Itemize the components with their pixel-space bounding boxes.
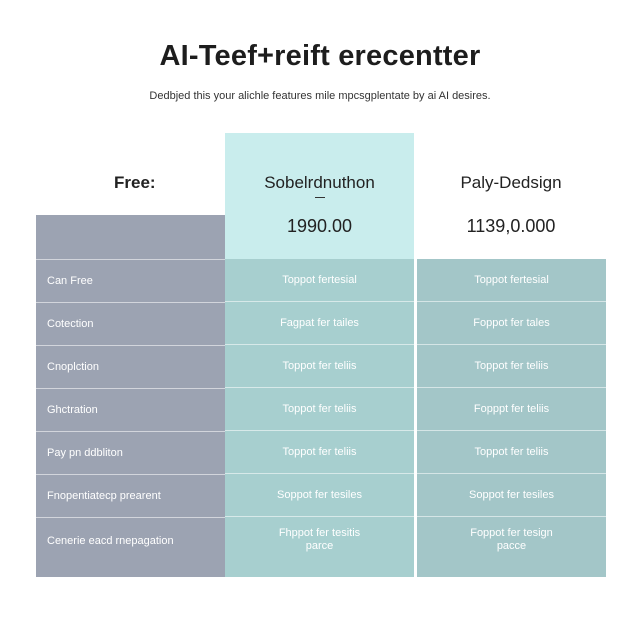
subscription-feature-cell: Toppot fer teliis <box>225 388 414 431</box>
subscription-feature-cell: Toppot fer teliis <box>225 345 414 388</box>
free-plan-name: Free: <box>114 173 156 192</box>
feature-label: Ghctration <box>36 389 225 432</box>
pay-feature-cell: Foppot fer tales <box>417 302 606 345</box>
subscription-plan-name: Sobelrdnuthon <box>264 173 375 192</box>
pay-feature-cell: Fopppt fer teliis <box>417 388 606 431</box>
subscription-feature-line: Fhppot fer tesitis <box>278 527 361 539</box>
feature-label: Cenerie eacd rnepagation <box>47 535 174 547</box>
pay-feature-line: Foppot fer tesign <box>470 527 553 539</box>
subscription-feature-cell: Toppot fer teliis <box>225 431 414 474</box>
pay-feature-cell: Toppot fertesial <box>417 259 606 302</box>
subscription-feature-cell: Soppot fer tesiles <box>225 474 414 517</box>
feature-label-column <box>36 215 225 577</box>
subscription-plan-header <box>225 133 414 259</box>
subscription-feature-cell <box>225 517 414 563</box>
pay-feature-line: pacce <box>496 540 527 552</box>
subscription-plan-price: 1990.00 <box>286 216 353 236</box>
pay-feature-column <box>417 259 606 577</box>
pay-feature-cell: Soppot fer tesiles <box>417 474 606 517</box>
subscription-feature-line: parce <box>305 540 334 552</box>
pay-feature-cell <box>417 517 606 563</box>
feature-label: Cnoplction <box>36 346 225 389</box>
feature-label: Fnopentiatecp prearent <box>36 475 225 518</box>
page-subtitle: Dedbjed this your alichle features mile mpcsgplentate by ai AI desires. <box>149 90 491 102</box>
feature-column-spacer <box>36 215 225 260</box>
subscription-feature-cell: Fagpat fer tailes <box>225 302 414 345</box>
feature-label: Pay pn ddbliton <box>36 432 225 475</box>
feature-label: Can Free <box>36 260 225 303</box>
pay-plan-name: Paly-Dedsign <box>460 173 562 192</box>
pay-plan-price: 1139,0.000 <box>466 216 556 236</box>
pay-feature-cell: Toppot fer teliis <box>417 345 606 388</box>
feature-label: Cotection <box>36 303 225 346</box>
plan-name-underline <box>315 197 325 198</box>
subscription-feature-column <box>225 259 414 577</box>
pay-feature-cell: Toppot fer teliis <box>417 431 606 474</box>
page-title: AI-Teef+reift erecentter <box>159 40 481 72</box>
subscription-feature-cell: Toppot fertesial <box>225 259 414 302</box>
